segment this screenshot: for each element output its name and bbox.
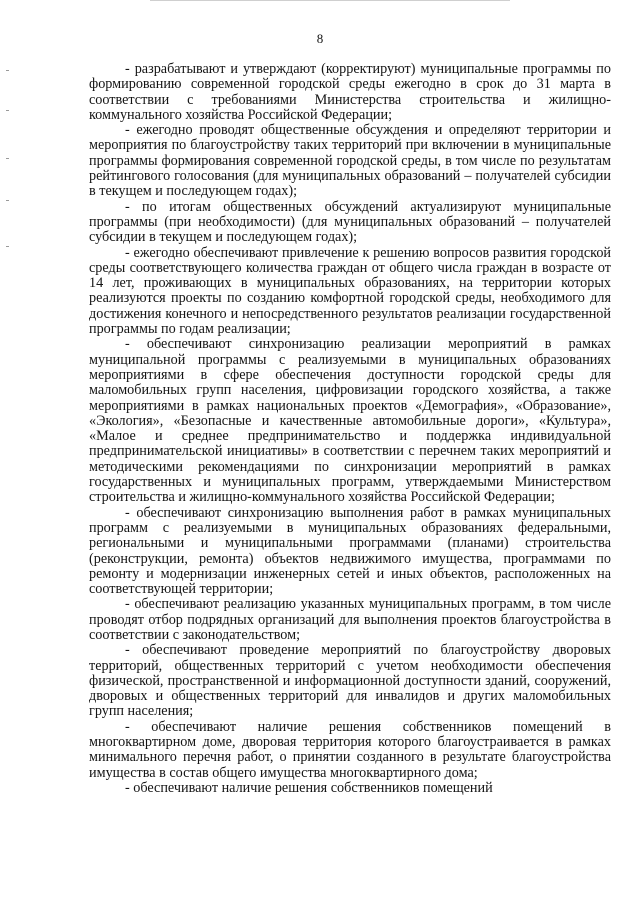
paragraph-9: - обеспечивают наличие решения собственников помещений в многоквартирном доме, дворовая территория которого благоустраивается в рамках минимального перечня работ, о принятии созданного в результате благоустройства имущества в состав общего имущества многоквартирного дома; bbox=[89, 718, 611, 781]
paragraph-4: - ежегодно обеспечивают привлечение к решению вопросов развития городской среды соответствующего количества граждан от общего числа граждан в возрасте от 14 лет, проживающих в муниципальных образованиях, на территории которых реализуются проекты по созданию комфортной городской среды, необходимого для достижения конечного и непосредственного результатов реализации государственной программы по годам реализации; bbox=[89, 244, 611, 338]
paragraph-1: - разрабатывают и утверждают (корректируют) муниципальные программы по формированию современной городской среды ежегодно в срок до 31 марта в соответствии с требованиями Министерства строительства и жилищно-коммунального хозяйства Российской Федерации; bbox=[89, 61, 611, 123]
scan-edge-marks bbox=[6, 70, 12, 250]
paragraph-2: - ежегодно проводят общественные обсуждения и определяют территории и мероприятия по благоустройству таких территорий при включении в муниципальные программы формирования современной городской среды, в том числе по результатам рейтингового голосования (для муниципальных образований – получателей субсидии в текущем и последующем годах); bbox=[89, 122, 611, 200]
paragraph-10: - обеспечивают наличие решения собственников помещений bbox=[125, 779, 493, 796]
document-body bbox=[89, 62, 611, 796]
paragraph-7: - обеспечивают реализацию указанных муниципальных программ, в том числе проводят отбор подрядных организаций для выполнения проектов благоустройства в соответствии с законодательством; bbox=[89, 596, 611, 643]
paragraph-8: - обеспечивают проведение мероприятий по благоустройству дворовых территорий, общественных территорий с учетом необходимости обеспечения физической, пространственной и информационной доступности зданий, сооружений, дворовых и общественных территорий для инвалидов и других маломобильных групп населения; bbox=[89, 642, 611, 720]
page-number: 8 bbox=[316, 31, 324, 46]
top-scan-rule bbox=[150, 0, 510, 1]
paragraph-5: - обеспечивают синхронизацию реализации мероприятий в рамках муниципальной программы с реализуемыми в муниципальных образованиях мероприятиями в сфере обеспечения доступности городской среды для маломобильных групп населения, цифровизации городского хозяйства, а также мероприятиями в рамках национальных проектов «Демография», «Образование», «Экология», «Безопасные и качественные автомобильные дороги», «Культура», «Малое и среднее предпринимательство и поддержка индивидуальной предпринимательской инициативы» в соответствии с перечнем таких мероприятий и методическими рекомендациями по синхронизации мероприятий в рамках государственных и муниципальных программ, утверждаемыми Министерством строительства и жилищно-коммунального хозяйства Российской Федерации; bbox=[89, 336, 611, 506]
paragraph-3: - по итогам общественных обсуждений актуализируют муниципальные программы (при необходимости) (для муниципальных образований – получателей субсидии в текущем и последующем годах); bbox=[89, 198, 611, 246]
paragraph-6: - обеспечивают синхронизацию выполнения работ в рамках муниципальных программ с реализуемыми в муниципальных образованиях федеральными, региональными и муниципальными программами (планами) строительства (реконструкции, ремонта) объектов недвижимого имущества, программами по ремонту и модернизации инженерных сетей и иных объектов, расположенных на соответствующей территории; bbox=[89, 504, 611, 598]
